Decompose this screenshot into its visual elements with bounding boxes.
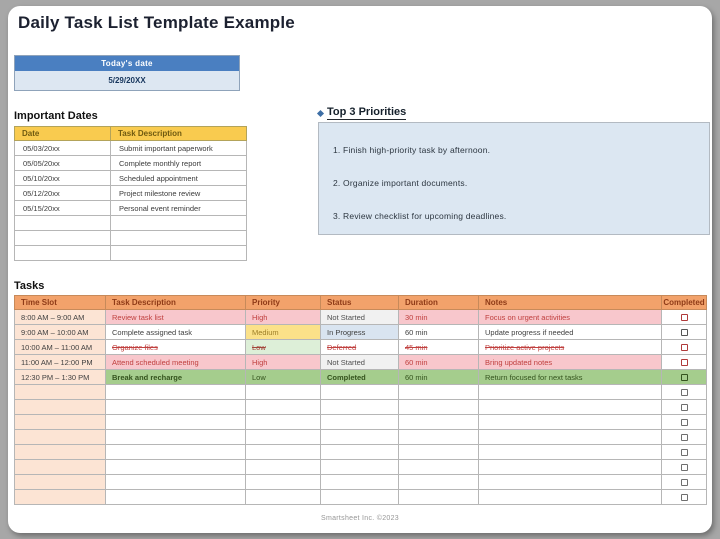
important-date-empty-row [15,231,247,246]
task-completed-cell [662,355,707,370]
priorities-heading [318,106,406,120]
task-completed-cell [662,400,707,415]
task-completed-cell [662,310,707,325]
task-priority-cell[interactable] [246,430,321,445]
task-empty-row [15,475,707,490]
diamond-bullet-icon [317,109,324,116]
description-cell[interactable]: Complete monthly report [111,156,247,171]
task-completed-cell [662,430,707,445]
completed-checkbox[interactable] [681,359,688,366]
task-duration-cell[interactable] [399,385,479,400]
task-time-cell[interactable] [15,445,106,460]
task-empty-row [15,385,707,400]
task-priority-cell[interactable] [246,385,321,400]
task-status-cell[interactable] [321,490,399,505]
completed-checkbox[interactable] [681,314,688,321]
task-duration-cell[interactable]: 60 min [399,325,479,340]
task-notes-cell[interactable]: Focus on urgent activities [479,310,662,325]
important-col-desc: Task Description [111,127,247,141]
tasks-col-notes: Notes [479,296,662,310]
task-priority-cell[interactable] [246,400,321,415]
description-cell[interactable] [111,216,247,231]
task-priority-cell[interactable] [246,490,321,505]
task-row [15,355,707,370]
tasks-col-priority: Priority [246,296,321,310]
task-notes-cell[interactable]: Update progress if needed [479,325,662,340]
tasks-col-time: Time Slot [15,296,106,310]
task-desc-cell[interactable]: Review task list [106,310,246,325]
task-empty-row [15,445,707,460]
completed-checkbox[interactable] [681,434,688,441]
task-priority-cell[interactable]: Medium [246,325,321,340]
page-card [8,6,712,533]
task-desc-cell[interactable]: Organize files [106,340,246,355]
task-desc-cell[interactable] [106,415,246,430]
task-notes-cell[interactable] [479,385,662,400]
task-desc-cell[interactable] [106,460,246,475]
task-time-cell[interactable] [15,430,106,445]
task-duration-cell[interactable] [399,460,479,475]
task-duration-cell[interactable]: 60 min [399,370,479,385]
task-completed-cell [662,370,707,385]
task-notes-cell[interactable] [479,460,662,475]
completed-checkbox[interactable] [681,344,688,351]
task-completed-cell [662,415,707,430]
date-cell[interactable]: 05/12/20xx [15,186,111,201]
completed-checkbox[interactable] [681,494,688,501]
description-cell[interactable] [111,246,247,261]
priority-item-1[interactable]: 1. Finish high-priority task by afternoon. [333,145,491,155]
task-empty-row [15,490,707,505]
task-duration-cell[interactable] [399,400,479,415]
task-row [15,370,707,385]
tasks-heading: Tasks [14,280,45,292]
important-date-empty-row [15,246,247,261]
task-notes-cell[interactable] [479,475,662,490]
task-duration-cell[interactable] [399,445,479,460]
date-cell[interactable]: 05/03/20xx [15,141,111,156]
description-cell[interactable]: Project milestone review [111,186,247,201]
task-row [15,325,707,340]
task-completed-cell [662,340,707,355]
important-dates-body [15,141,247,261]
date-cell[interactable]: 05/15/20xx [15,201,111,216]
task-completed-cell [662,325,707,340]
date-cell[interactable] [15,216,111,231]
task-time-cell[interactable] [15,460,106,475]
task-status-cell[interactable] [321,415,399,430]
task-desc-cell[interactable] [106,475,246,490]
task-time-cell[interactable] [15,415,106,430]
completed-checkbox[interactable] [681,464,688,471]
important-date-row [15,141,247,156]
task-status-cell[interactable]: In Progress [321,325,399,340]
task-priority-cell[interactable] [246,445,321,460]
date-cell[interactable]: 05/05/20xx [15,156,111,171]
task-status-cell[interactable] [321,400,399,415]
task-time-cell[interactable]: 9:00 AM – 10:00 AM [15,325,106,340]
description-cell[interactable] [111,231,247,246]
task-time-cell[interactable] [15,475,106,490]
task-priority-cell[interactable]: Low [246,340,321,355]
task-completed-cell [662,460,707,475]
task-desc-cell[interactable] [106,445,246,460]
task-empty-row [15,415,707,430]
important-date-row [15,156,247,171]
completed-checkbox[interactable] [681,449,688,456]
task-duration-cell[interactable] [399,475,479,490]
task-desc-cell[interactable] [106,490,246,505]
task-time-cell[interactable]: 10:00 AM – 11:00 AM [15,340,106,355]
date-cell[interactable] [15,246,111,261]
important-col-date: Date [15,127,111,141]
important-dates-header-row [15,127,247,141]
date-cell[interactable]: 05/10/20xx [15,171,111,186]
important-date-row [15,186,247,201]
important-dates-table [14,126,247,261]
task-time-cell[interactable]: 12:30 PM – 1:30 PM [15,370,106,385]
task-empty-row [15,400,707,415]
task-completed-cell [662,445,707,460]
task-completed-cell [662,385,707,400]
task-completed-cell [662,475,707,490]
completed-checkbox[interactable] [681,374,688,381]
priorities-box [318,122,710,235]
tasks-col-status: Status [321,296,399,310]
date-cell[interactable] [15,231,111,246]
important-date-empty-row [15,216,247,231]
task-priority-cell[interactable]: High [246,355,321,370]
page-title: Daily Task List Template Example [18,13,295,32]
task-desc-cell[interactable] [106,385,246,400]
task-notes-cell[interactable] [479,490,662,505]
task-desc-cell[interactable]: Break and recharge [106,370,246,385]
task-duration-cell[interactable]: 30 min [399,310,479,325]
footer-credit: Smartsheet Inc. ©2023 [321,515,399,522]
todays-date-box [14,55,240,91]
important-date-row [15,171,247,186]
task-desc-cell[interactable]: Attend scheduled meeting [106,355,246,370]
task-priority-cell[interactable]: High [246,310,321,325]
task-time-cell[interactable] [15,490,106,505]
completed-checkbox[interactable] [681,329,688,336]
priority-item-2[interactable]: 2. Organize important documents. [333,178,468,188]
task-duration-cell[interactable] [399,490,479,505]
important-dates-heading: Important Dates [14,110,98,122]
task-status-cell[interactable] [321,430,399,445]
description-cell[interactable]: Scheduled appointment [111,171,247,186]
task-empty-row [15,430,707,445]
task-time-cell[interactable]: 8:00 AM – 9:00 AM [15,310,106,325]
description-cell[interactable]: Personal event reminder [111,201,247,216]
task-duration-cell[interactable] [399,415,479,430]
task-row [15,310,707,325]
task-status-cell[interactable]: Not Started [321,310,399,325]
todays-date-label: Today's date [15,56,239,71]
task-priority-cell[interactable] [246,415,321,430]
tasks-header-row [15,296,707,310]
task-status-cell[interactable] [321,460,399,475]
task-notes-cell[interactable] [479,400,662,415]
task-status-cell[interactable]: Deferred [321,340,399,355]
important-date-row [15,201,247,216]
tasks-col-duration: Duration [399,296,479,310]
task-notes-cell[interactable]: Prioritize active projects [479,340,662,355]
task-desc-cell[interactable] [106,430,246,445]
todays-date-value[interactable]: 5/29/20XX [15,71,239,90]
priority-item-3[interactable]: 3. Review checklist for upcoming deadlines. [333,211,507,221]
task-status-cell[interactable] [321,385,399,400]
completed-checkbox[interactable] [681,404,688,411]
task-time-cell[interactable] [15,400,106,415]
task-status-cell[interactable] [321,475,399,490]
task-desc-cell[interactable] [106,400,246,415]
task-duration-cell[interactable]: 45 min [399,340,479,355]
task-row [15,340,707,355]
task-priority-cell[interactable] [246,460,321,475]
completed-checkbox[interactable] [681,419,688,426]
task-priority-cell[interactable] [246,475,321,490]
description-cell[interactable]: Submit important paperwork [111,141,247,156]
task-time-cell[interactable]: 11:00 AM – 12:00 PM [15,355,106,370]
priorities-heading-label: Top 3 Priorities [327,106,407,118]
tasks-col-completed: Completed [662,296,707,310]
task-notes-cell[interactable]: Return focused for next tasks [479,370,662,385]
task-notes-cell[interactable]: Bring updated notes [479,355,662,370]
task-time-cell[interactable] [15,385,106,400]
tasks-table [14,295,707,505]
tasks-col-desc: Task Description [106,296,246,310]
task-priority-cell[interactable]: Low [246,370,321,385]
task-notes-cell[interactable] [479,445,662,460]
completed-checkbox[interactable] [681,389,688,396]
task-desc-cell[interactable]: Complete assigned task [106,325,246,340]
task-notes-cell[interactable] [479,430,662,445]
completed-checkbox[interactable] [681,479,688,486]
task-status-cell[interactable]: Not Started [321,355,399,370]
task-notes-cell[interactable] [479,415,662,430]
task-empty-row [15,460,707,475]
task-completed-cell [662,490,707,505]
task-duration-cell[interactable] [399,430,479,445]
task-status-cell[interactable] [321,445,399,460]
tasks-body [15,310,707,505]
task-duration-cell[interactable]: 60 min [399,355,479,370]
task-status-cell[interactable]: Completed [321,370,399,385]
